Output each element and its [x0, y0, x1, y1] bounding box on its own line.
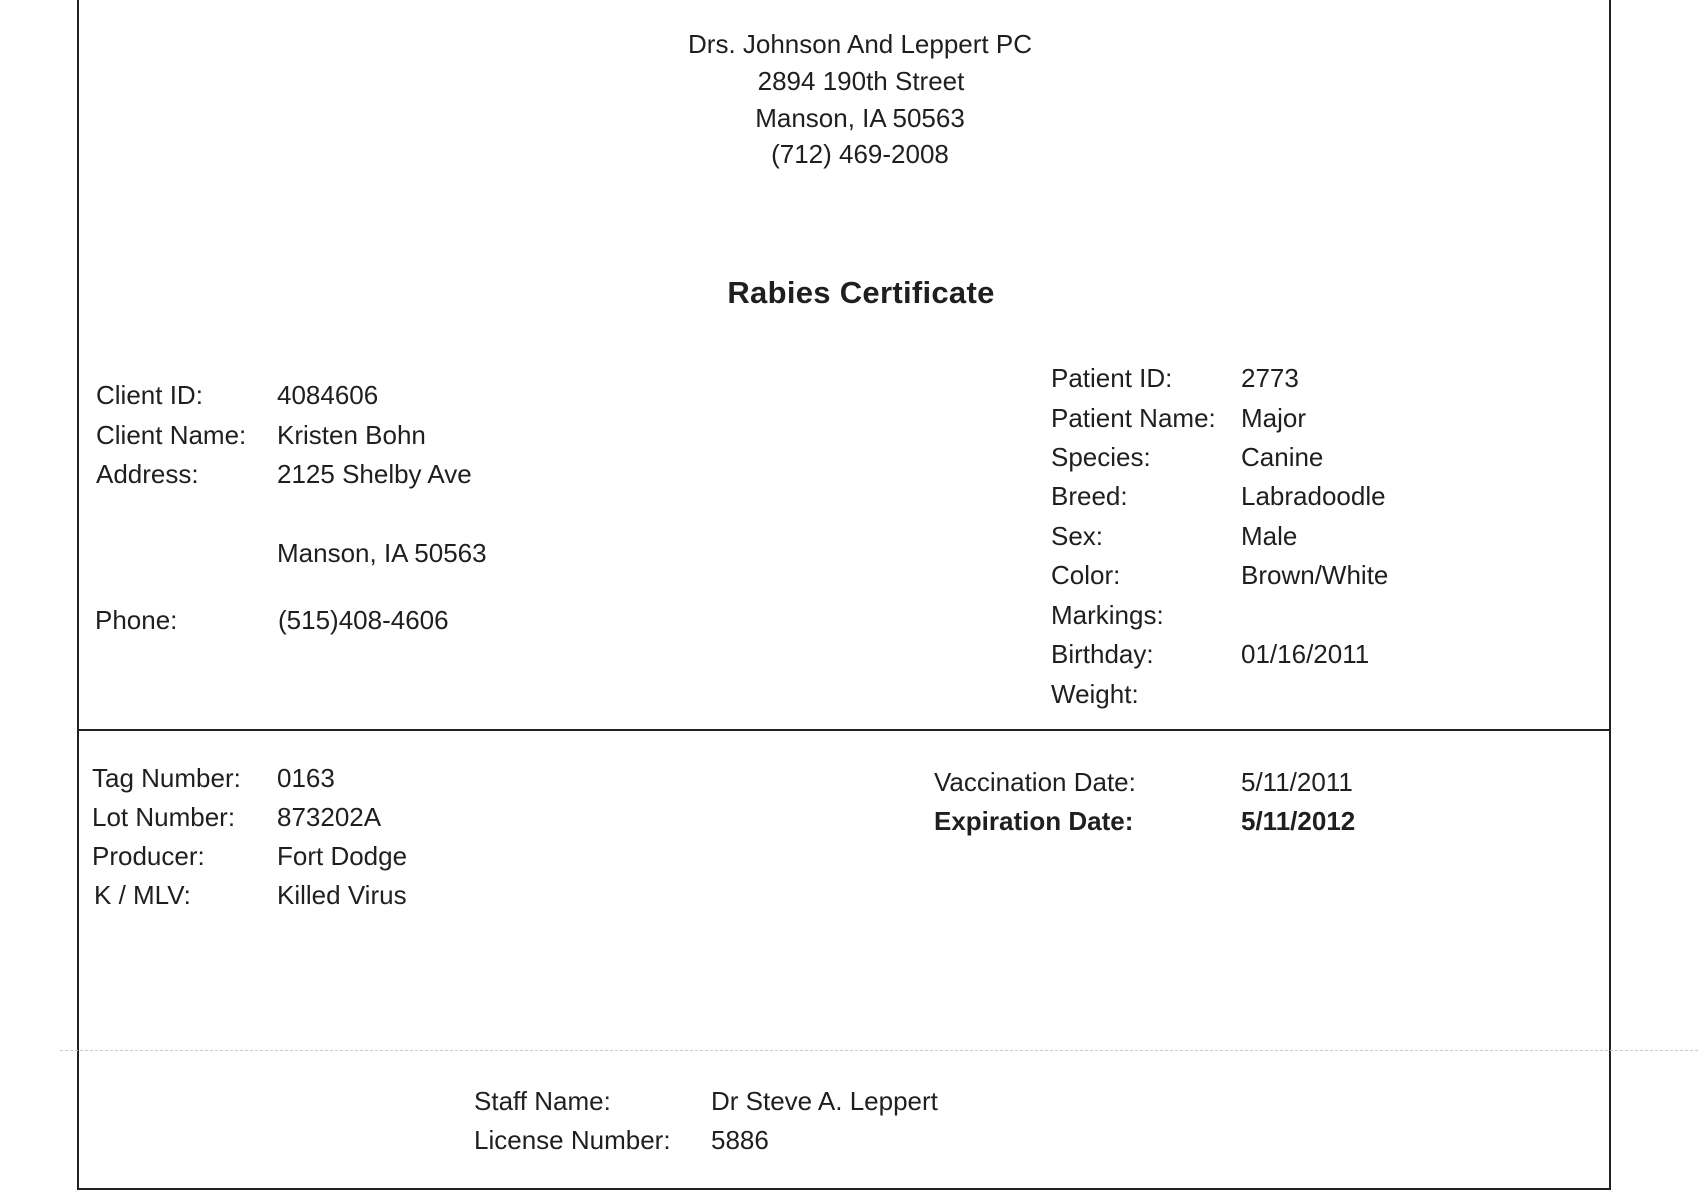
color-value: Brown/White	[1241, 560, 1389, 590]
certificate-left-border	[77, 0, 79, 1190]
tag-number-value: 0163	[277, 763, 335, 793]
breed-label: Breed:	[1051, 481, 1128, 511]
address-line1: 2125 Shelby Ave	[277, 459, 472, 489]
lot-number-value: 873202A	[277, 802, 382, 832]
patient-name-value: Major	[1241, 403, 1307, 433]
clinic-city: Manson, IA 50563	[755, 103, 965, 133]
markings-label: Markings:	[1051, 600, 1164, 630]
certificate-title: Rabies Certificate	[727, 275, 995, 310]
staff-name-value: Dr Steve A. Leppert	[711, 1086, 938, 1116]
producer-value: Fort Dodge	[277, 841, 408, 871]
license-number-value: 5886	[711, 1125, 769, 1155]
species-label: Species:	[1051, 442, 1151, 472]
vaccination-date-label: Vaccination Date:	[934, 767, 1136, 797]
address-label: Address:	[96, 459, 199, 489]
address-line2: Manson, IA 50563	[277, 538, 487, 568]
species-value: Canine	[1241, 442, 1324, 472]
certificate-bottom-border	[77, 1188, 1611, 1190]
clinic-phone: (712) 469-2008	[771, 139, 949, 169]
producer-label: Producer:	[92, 841, 205, 871]
phone-value: (515)408-4606	[278, 605, 449, 635]
patient-id-label: Patient ID:	[1051, 363, 1173, 393]
breed-value: Labradoodle	[1241, 481, 1386, 511]
staff-name-label: Staff Name:	[474, 1086, 611, 1116]
phone-label: Phone:	[95, 605, 178, 635]
clinic-name: Drs. Johnson And Leppert PC	[688, 29, 1032, 59]
expiration-date-value: 5/11/2012	[1241, 806, 1356, 836]
kmlv-value: Killed Virus	[277, 880, 407, 910]
birthday-label: Birthday:	[1051, 639, 1154, 669]
weight-label: Weight:	[1051, 679, 1139, 709]
sex-value: Male	[1241, 521, 1298, 551]
color-label: Color:	[1051, 560, 1121, 590]
section-divider	[77, 729, 1611, 731]
vaccination-date-value: 5/11/2011	[1241, 767, 1353, 797]
sex-label: Sex:	[1051, 521, 1104, 551]
patient-name-label: Patient Name:	[1051, 403, 1216, 433]
birthday-value: 01/16/2011	[1241, 639, 1370, 669]
patient-id-value: 2773	[1241, 363, 1299, 393]
tag-number-label: Tag Number:	[92, 763, 241, 793]
clinic-street: 2894 190th Street	[757, 66, 965, 96]
scan-fold-line	[60, 1050, 1698, 1051]
client-id-value: 4084606	[277, 380, 379, 410]
lot-number-label: Lot Number:	[92, 802, 236, 832]
license-number-label: License Number:	[474, 1125, 671, 1155]
client-name-value: Kristen Bohn	[277, 420, 426, 450]
kmlv-label: K / MLV:	[94, 880, 191, 910]
expiration-date-label: Expiration Date:	[934, 806, 1134, 836]
client-name-label: Client Name:	[96, 420, 247, 450]
certificate-right-border	[1609, 0, 1611, 1190]
client-id-label: Client ID:	[96, 380, 203, 410]
